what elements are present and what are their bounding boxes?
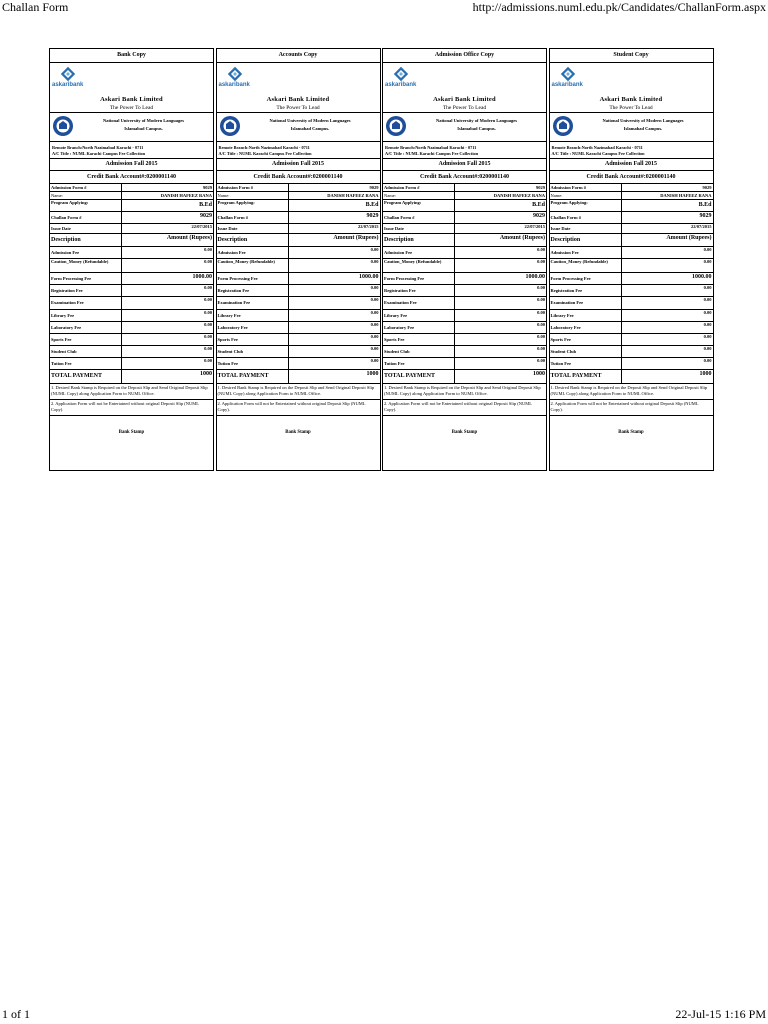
branch-name: Remote Branch:North Nazimabad Karachi - 0711 bbox=[551, 145, 643, 150]
logo-text: askaribank bbox=[52, 82, 84, 88]
print-timestamp: 22-Jul-15 1:16 PM bbox=[675, 1007, 766, 1021]
university-text bbox=[76, 117, 211, 133]
university-name: National University of Modern Languages bbox=[103, 118, 184, 123]
fee-label: Student Club bbox=[550, 346, 622, 357]
field-label: Program Applying: bbox=[217, 200, 289, 211]
field-label: Name: bbox=[50, 192, 122, 199]
askari-logo-icon bbox=[60, 66, 76, 82]
logo-text: askaribank bbox=[385, 82, 417, 88]
note-1: 1. Desired Bank Stamp is Required on the Deposit Slip and Send Original Deposit Slip (NUML Copy) along Application Form to NUML Office. bbox=[217, 384, 380, 400]
fee-row bbox=[550, 259, 713, 273]
fee-label: Examination Fee bbox=[217, 297, 289, 309]
description-label: Description bbox=[550, 234, 622, 246]
field-value: 22/07/2015 bbox=[690, 224, 712, 229]
fee-label: Library Fee bbox=[383, 310, 455, 321]
fee-label: Tution Fee bbox=[550, 358, 622, 369]
fee-label: Registration Fee bbox=[383, 285, 455, 296]
fee-label: Laboratory Fee bbox=[383, 322, 455, 333]
fee-label: Sports Fee bbox=[217, 334, 289, 345]
field-label: Name: bbox=[383, 192, 455, 199]
fee-label: Library Fee bbox=[217, 310, 289, 321]
fee-value: 0.00 bbox=[370, 247, 379, 252]
credit-account: Credit Bank Account#:0200001140 bbox=[217, 171, 380, 184]
fee-row bbox=[50, 346, 213, 358]
bank-stamp: Bank Stamp bbox=[451, 430, 478, 435]
field-value: DANISH HAFEEZ RANA bbox=[160, 193, 212, 198]
field-label: Admission Form # bbox=[383, 184, 455, 191]
fee-label: Registration Fee bbox=[550, 285, 622, 296]
field-value: 9029 bbox=[366, 213, 379, 219]
page-url[interactable]: http://admissions.numl.edu.pk/Candidates/ChallanForm.aspx bbox=[472, 0, 766, 14]
bank-name: Askari Bank Limited bbox=[433, 96, 496, 103]
admission-form-row bbox=[550, 184, 713, 192]
field-label: Admission Form # bbox=[50, 184, 122, 191]
fee-row bbox=[217, 310, 380, 322]
fee-value: 0.00 bbox=[703, 346, 712, 351]
fee-row bbox=[550, 346, 713, 358]
field-label: Challan Form # bbox=[50, 212, 122, 223]
fee-label: Caution_Money (Refundable) bbox=[383, 259, 455, 272]
note-1: 1. Desired Bank Stamp is Required on the Deposit Slip and Send Original Deposit Slip (NUML Copy) along Application Form to NUML Office. bbox=[50, 384, 213, 400]
bank-tagline: The Power To Lead bbox=[383, 104, 546, 113]
fee-row bbox=[550, 310, 713, 322]
name-row bbox=[383, 192, 546, 200]
field-label: Issue Date bbox=[383, 224, 455, 233]
fee-label: Sports Fee bbox=[50, 334, 122, 345]
university-name: National University of Modern Languages bbox=[602, 118, 684, 123]
university-text bbox=[409, 117, 544, 133]
fee-row bbox=[550, 285, 713, 297]
fee-label: Tution Fee bbox=[50, 358, 122, 369]
fee-label: Sports Fee bbox=[383, 334, 455, 345]
field-value: DANISH HAFEEZ RANA bbox=[327, 193, 379, 198]
name-row bbox=[217, 192, 380, 200]
description-header-row bbox=[50, 234, 213, 247]
total-row bbox=[50, 370, 213, 384]
copy-title: Accounts Copy bbox=[217, 49, 380, 63]
program-row bbox=[383, 200, 546, 212]
askari-logo-icon bbox=[227, 66, 243, 82]
fee-row bbox=[383, 273, 546, 285]
field-value: 9029 bbox=[536, 185, 545, 190]
fee-value: 0.00 bbox=[204, 285, 212, 290]
description-header-row bbox=[383, 234, 546, 247]
university-seal-icon bbox=[52, 115, 74, 137]
fee-row bbox=[217, 273, 380, 285]
fee-value: 0.00 bbox=[537, 259, 545, 264]
fee-row bbox=[383, 358, 546, 370]
total-value: 1000 bbox=[366, 371, 379, 377]
university-block bbox=[383, 113, 546, 142]
fee-value: 0.00 bbox=[537, 297, 545, 302]
description-label: Description bbox=[50, 234, 122, 246]
field-label: Issue Date bbox=[550, 224, 622, 233]
campus-name: Islamabad Campus. bbox=[290, 126, 330, 131]
fee-value: 0.00 bbox=[204, 297, 212, 302]
total-row bbox=[550, 370, 713, 384]
fee-label: Admission Fee bbox=[50, 247, 122, 258]
branch-info bbox=[550, 142, 713, 159]
fee-value: 0.00 bbox=[537, 334, 545, 339]
university-block bbox=[217, 113, 380, 142]
bank-logo bbox=[383, 63, 546, 95]
note-2: 2. Application Form will not be Entertained without original Deposit Slip (NUML Copy). bbox=[383, 400, 546, 416]
fee-label: Laboratory Fee bbox=[217, 322, 289, 333]
fee-value: 0.00 bbox=[204, 346, 212, 351]
fee-value: 0.00 bbox=[204, 259, 212, 264]
description-label: Description bbox=[217, 234, 289, 246]
fee-row bbox=[50, 297, 213, 310]
fee-value: 0.00 bbox=[703, 297, 712, 302]
fee-value: 0.00 bbox=[204, 322, 212, 327]
campus-name: Islamabad Campus. bbox=[124, 126, 163, 131]
fee-label: Caution_Money (Refundable) bbox=[50, 259, 122, 272]
challan-row bbox=[217, 212, 380, 224]
university-text bbox=[576, 117, 711, 133]
fee-row bbox=[217, 358, 380, 370]
fee-value: 0.00 bbox=[370, 259, 379, 264]
account-title: A/C Title : NUML Karachi Campus Fee Collection bbox=[385, 151, 479, 156]
bank-logo bbox=[217, 63, 380, 95]
fee-label: Form Processing Fee bbox=[550, 273, 622, 284]
fee-value: 1000.00 bbox=[525, 274, 545, 280]
fee-row bbox=[383, 247, 546, 259]
fee-row bbox=[550, 273, 713, 285]
fee-value: 0.00 bbox=[537, 358, 545, 363]
fee-value: 0.00 bbox=[537, 310, 545, 315]
fee-value: 0.00 bbox=[703, 322, 712, 327]
account-title: A/C Title : NUML Karachi Campus Fee Collection bbox=[218, 151, 312, 156]
fee-label: Student Club bbox=[217, 346, 289, 357]
fee-row bbox=[50, 322, 213, 334]
fee-label: Tution Fee bbox=[383, 358, 455, 369]
askari-logo-icon bbox=[560, 66, 576, 82]
askari-logo-icon bbox=[393, 66, 409, 82]
university-text bbox=[243, 117, 378, 133]
fee-value: 1000.00 bbox=[359, 274, 379, 280]
fee-label: Examination Fee bbox=[383, 297, 455, 309]
field-label: Issue Date bbox=[50, 224, 122, 233]
fee-value: 0.00 bbox=[370, 310, 379, 315]
field-value: DANISH HAFEEZ RANA bbox=[660, 193, 712, 198]
bank-tagline: The Power To Lead bbox=[550, 104, 713, 113]
note-2: 2. Application Form will not be Entertained without original Deposit Slip (NUML Copy). bbox=[550, 400, 713, 416]
field-value: 9029 bbox=[369, 185, 379, 190]
university-seal-icon bbox=[552, 115, 574, 137]
fee-label: Form Processing Fee bbox=[383, 273, 455, 284]
challan-sheet bbox=[49, 48, 716, 472]
bank-name: Askari Bank Limited bbox=[100, 96, 163, 103]
university-block bbox=[50, 113, 213, 142]
fee-value: 0.00 bbox=[204, 358, 212, 363]
fee-row bbox=[50, 334, 213, 346]
copy-title: Student Copy bbox=[550, 49, 713, 63]
bank-name: Askari Bank Limited bbox=[266, 96, 330, 103]
field-label: Program Applying: bbox=[50, 200, 122, 211]
field-value: 9029 bbox=[200, 213, 212, 219]
amount-label: Amount (Rupees) bbox=[333, 235, 379, 241]
field-value: 9029 bbox=[702, 185, 712, 190]
fee-value: 0.00 bbox=[370, 358, 379, 363]
fee-label: Tution Fee bbox=[217, 358, 289, 369]
field-label: Name: bbox=[217, 192, 289, 199]
fee-value: 1000.00 bbox=[692, 274, 712, 280]
bank-tagline: The Power To Lead bbox=[217, 104, 380, 113]
branch-name: Remote Branch:North Nazimabad Karachi - 0711 bbox=[218, 145, 310, 150]
logo-text: askaribank bbox=[551, 82, 583, 88]
fee-row bbox=[217, 297, 380, 310]
issue-date-row bbox=[550, 224, 713, 234]
note-2: 2. Application Form will not be Entertained without original Deposit Slip (NUML Copy). bbox=[217, 400, 380, 416]
fee-label: Student Club bbox=[383, 346, 455, 357]
field-value: B.Ed bbox=[532, 202, 545, 208]
program-row bbox=[550, 200, 713, 212]
bank-stamp: Bank Stamp bbox=[285, 430, 311, 435]
total-value: 1000 bbox=[699, 371, 712, 377]
fee-row bbox=[50, 259, 213, 273]
fee-label: Admission Fee bbox=[217, 247, 289, 258]
field-label: Admission Form # bbox=[550, 184, 622, 191]
fee-value: 0.00 bbox=[370, 322, 379, 327]
fee-row bbox=[383, 297, 546, 310]
account-title: A/C Title : NUML Karachi Campus Fee Collection bbox=[551, 151, 645, 156]
fee-row bbox=[383, 259, 546, 273]
fee-value: 0.00 bbox=[537, 247, 545, 252]
total-value: 1000 bbox=[533, 371, 545, 377]
copy-title: Bank Copy bbox=[50, 49, 213, 63]
challan-copy-4 bbox=[549, 48, 714, 471]
program-row bbox=[50, 200, 213, 212]
total-label: TOTAL PAYMENT bbox=[550, 370, 622, 383]
fee-row bbox=[50, 273, 213, 285]
fee-row bbox=[550, 358, 713, 370]
fee-row bbox=[217, 322, 380, 334]
fee-row bbox=[50, 310, 213, 322]
amount-label: Amount (Rupees) bbox=[166, 235, 212, 241]
field-value: 22/07/2015 bbox=[524, 224, 545, 229]
fee-row bbox=[217, 247, 380, 259]
field-value: DANISH HAFEEZ RANA bbox=[493, 193, 545, 198]
total-row bbox=[217, 370, 380, 384]
fee-value: 1000.00 bbox=[192, 274, 212, 280]
fee-value: 0.00 bbox=[370, 346, 379, 351]
session-title: Admission Fall 2015 bbox=[550, 159, 713, 171]
fee-label: Registration Fee bbox=[50, 285, 122, 296]
admission-form-row bbox=[50, 184, 213, 192]
fee-row bbox=[217, 346, 380, 358]
field-value: B.Ed bbox=[199, 202, 212, 208]
total-row bbox=[383, 370, 546, 384]
field-label: Program Applying: bbox=[383, 200, 455, 211]
fee-row bbox=[383, 310, 546, 322]
field-value: 9029 bbox=[203, 185, 212, 190]
fee-value: 0.00 bbox=[537, 322, 545, 327]
admission-form-row bbox=[383, 184, 546, 192]
description-header-row bbox=[550, 234, 713, 247]
fee-row bbox=[383, 346, 546, 358]
description-label: Description bbox=[383, 234, 455, 246]
issue-date-row bbox=[217, 224, 380, 234]
challan-copy-2 bbox=[216, 48, 381, 471]
fee-value: 0.00 bbox=[703, 247, 712, 252]
field-label: Name: bbox=[550, 192, 622, 199]
credit-account: Credit Bank Account#:0200001140 bbox=[50, 171, 213, 184]
fee-label: Laboratory Fee bbox=[50, 322, 122, 333]
fee-row bbox=[50, 247, 213, 259]
university-name: National University of Modern Languages bbox=[436, 118, 517, 123]
fee-value: 0.00 bbox=[370, 334, 379, 339]
bank-tagline: The Power To Lead bbox=[50, 104, 213, 113]
fee-row bbox=[550, 297, 713, 310]
fee-row bbox=[383, 322, 546, 334]
field-label: Issue Date bbox=[217, 224, 289, 233]
credit-account: Credit Bank Account#:0200001140 bbox=[550, 171, 713, 184]
fee-row bbox=[50, 358, 213, 370]
fee-label: Examination Fee bbox=[550, 297, 622, 309]
fee-label: Examination Fee bbox=[50, 297, 122, 309]
page-title: Challan Form bbox=[2, 0, 69, 14]
university-block bbox=[550, 113, 713, 142]
fee-value: 0.00 bbox=[204, 310, 212, 315]
field-value: 22/07/2015 bbox=[357, 224, 379, 229]
fee-label: Caution_Money (Refundable) bbox=[217, 259, 289, 272]
fee-list bbox=[217, 247, 380, 370]
university-name: National University of Modern Languages bbox=[269, 118, 351, 123]
fee-row bbox=[383, 285, 546, 297]
fee-row bbox=[550, 247, 713, 259]
fee-value: 0.00 bbox=[703, 259, 712, 264]
session-title: Admission Fall 2015 bbox=[50, 159, 213, 171]
fee-value: 0.00 bbox=[703, 285, 712, 290]
amount-label: Amount (Rupees) bbox=[499, 235, 545, 241]
credit-account: Credit Bank Account#:0200001140 bbox=[383, 171, 546, 184]
fee-label: Form Processing Fee bbox=[217, 273, 289, 284]
program-row bbox=[217, 200, 380, 212]
fee-row bbox=[50, 285, 213, 297]
fee-value: 0.00 bbox=[370, 285, 379, 290]
fee-value: 0.00 bbox=[703, 310, 712, 315]
name-row bbox=[550, 192, 713, 200]
challan-row bbox=[550, 212, 713, 224]
branch-info bbox=[217, 142, 380, 159]
total-label: TOTAL PAYMENT bbox=[383, 370, 455, 383]
branch-name: Remote Branch:North Nazimabad Karachi - 0711 bbox=[52, 145, 144, 150]
field-value: 9029 bbox=[533, 213, 545, 219]
total-label: TOTAL PAYMENT bbox=[50, 370, 122, 383]
fee-row bbox=[550, 334, 713, 346]
fee-label: Sports Fee bbox=[550, 334, 622, 345]
fee-value: 0.00 bbox=[703, 358, 712, 363]
fee-value: 0.00 bbox=[537, 285, 545, 290]
campus-name: Islamabad Campus. bbox=[457, 126, 496, 131]
fee-label: Admission Fee bbox=[550, 247, 622, 258]
bank-stamp: Bank Stamp bbox=[618, 430, 644, 435]
name-row bbox=[50, 192, 213, 200]
fee-label: Student Club bbox=[50, 346, 122, 357]
field-label: Admission Form # bbox=[217, 184, 289, 191]
fee-list bbox=[383, 247, 546, 370]
field-value: 22/07/2015 bbox=[191, 224, 212, 229]
university-seal-icon bbox=[385, 115, 407, 137]
amount-label: Amount (Rupees) bbox=[666, 235, 712, 241]
fee-label: Library Fee bbox=[50, 310, 122, 321]
field-value: B.Ed bbox=[365, 202, 379, 208]
fee-row bbox=[217, 334, 380, 346]
field-value: B.Ed bbox=[698, 202, 712, 208]
bank-logo bbox=[550, 63, 713, 95]
university-seal-icon bbox=[219, 115, 241, 137]
field-label: Challan Form # bbox=[217, 212, 289, 223]
fee-label: Form Processing Fee bbox=[50, 273, 122, 284]
fee-row bbox=[217, 285, 380, 297]
fee-value: 0.00 bbox=[204, 247, 212, 252]
challan-copy-1 bbox=[49, 48, 214, 471]
copy-title: Admission Office Copy bbox=[383, 49, 546, 63]
challan-row bbox=[383, 212, 546, 224]
admission-form-row bbox=[217, 184, 380, 192]
total-label: TOTAL PAYMENT bbox=[217, 370, 289, 383]
challan-copy-3 bbox=[382, 48, 547, 471]
bank-stamp: Bank Stamp bbox=[118, 430, 145, 435]
fee-list bbox=[550, 247, 713, 370]
fee-label: Library Fee bbox=[550, 310, 622, 321]
total-value: 1000 bbox=[200, 371, 212, 377]
note-1: 1. Desired Bank Stamp is Required on the Deposit Slip and Send Original Deposit Slip (NUML Copy) along Application Form to NUML Office. bbox=[383, 384, 546, 400]
branch-info bbox=[50, 142, 213, 159]
campus-name: Islamabad Campus. bbox=[623, 126, 663, 131]
page-count: 1 of 1 bbox=[2, 1007, 30, 1021]
fee-row bbox=[217, 259, 380, 273]
fee-value: 0.00 bbox=[370, 297, 379, 302]
fee-row bbox=[383, 334, 546, 346]
logo-text: askaribank bbox=[218, 82, 250, 88]
description-header-row bbox=[217, 234, 380, 247]
fee-value: 0.00 bbox=[204, 334, 212, 339]
bank-logo bbox=[50, 63, 213, 95]
session-title: Admission Fall 2015 bbox=[383, 159, 546, 171]
branch-info bbox=[383, 142, 546, 159]
fee-value: 0.00 bbox=[703, 334, 712, 339]
fee-label: Caution_Money (Refundable) bbox=[550, 259, 622, 272]
bank-name: Askari Bank Limited bbox=[599, 96, 663, 103]
fee-row bbox=[550, 322, 713, 334]
note-2: 2. Application Form will not be Entertained without original Deposit Slip (NUML Copy). bbox=[50, 400, 213, 416]
fee-value: 0.00 bbox=[537, 346, 545, 351]
note-1: 1. Desired Bank Stamp is Required on the Deposit Slip and Send Original Deposit Slip (NUML Copy) along Application Form to NUML Office. bbox=[550, 384, 713, 400]
fee-label: Registration Fee bbox=[217, 285, 289, 296]
fee-list bbox=[50, 247, 213, 370]
session-title: Admission Fall 2015 bbox=[217, 159, 380, 171]
branch-name: Remote Branch:North Nazimabad Karachi - 0711 bbox=[385, 145, 477, 150]
field-label: Program Applying: bbox=[550, 200, 622, 211]
issue-date-row bbox=[383, 224, 546, 234]
fee-label: Admission Fee bbox=[383, 247, 455, 258]
fee-label: Laboratory Fee bbox=[550, 322, 622, 333]
account-title: A/C Title : NUML Karachi Campus Fee Collection bbox=[52, 151, 146, 156]
issue-date-row bbox=[50, 224, 213, 234]
field-value: 9029 bbox=[699, 213, 712, 219]
challan-row bbox=[50, 212, 213, 224]
field-label: Challan Form # bbox=[550, 212, 622, 223]
field-label: Challan Form # bbox=[383, 212, 455, 223]
